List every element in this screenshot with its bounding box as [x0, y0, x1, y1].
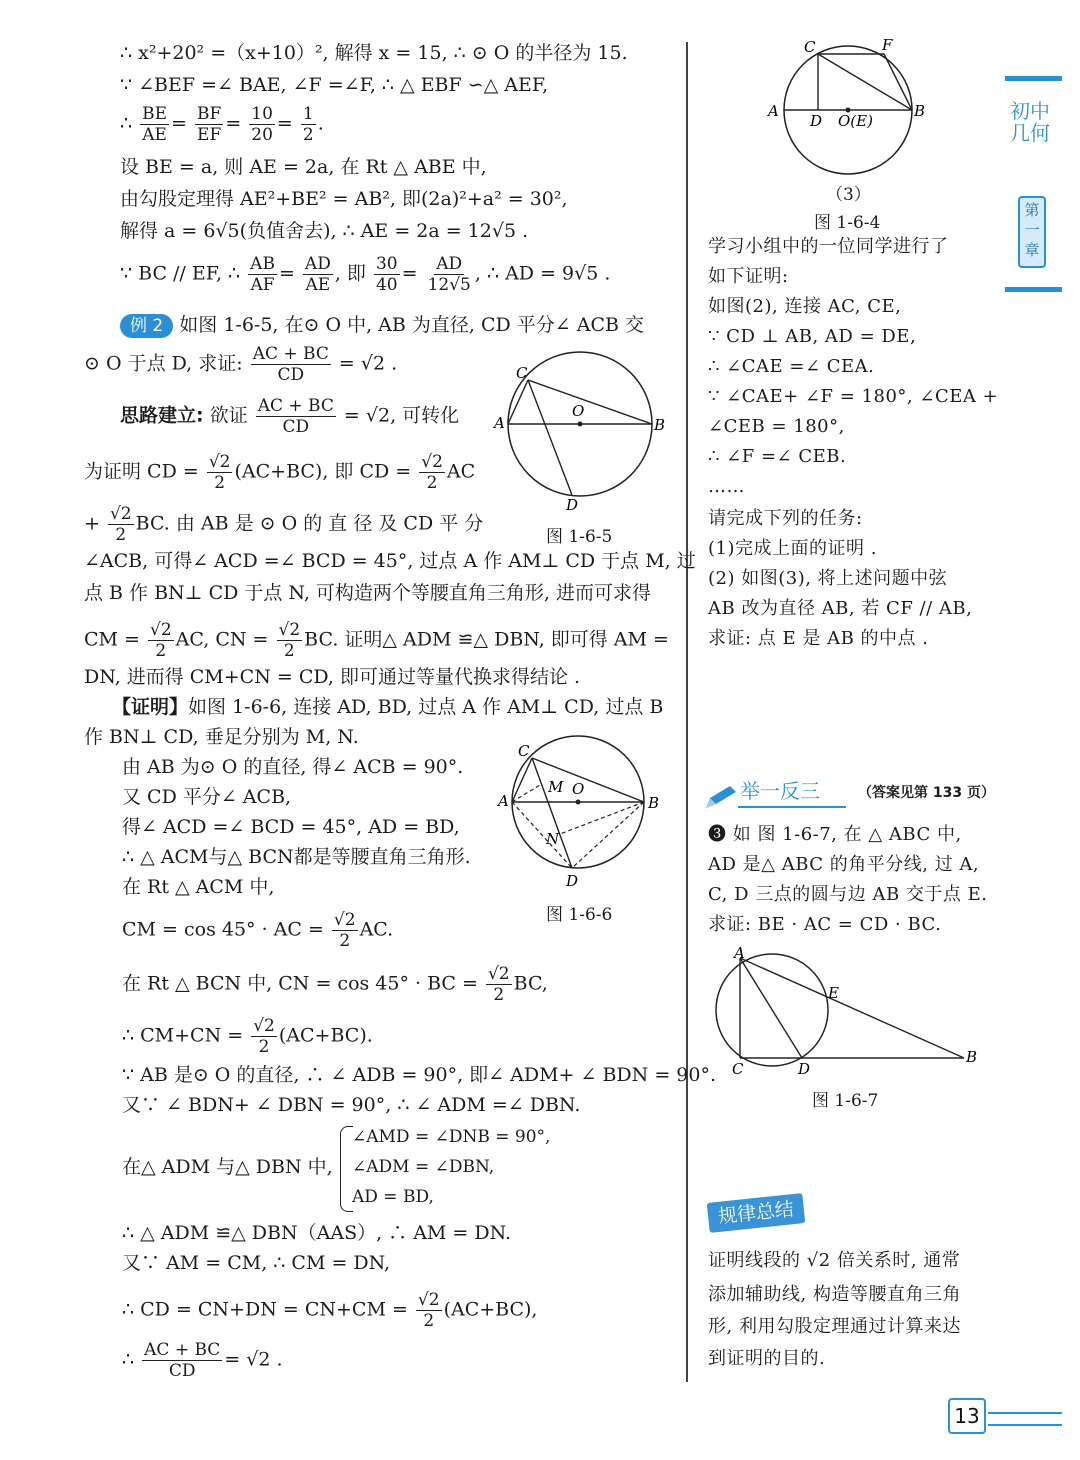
- text-line: 由勾股定理得 AE²+BE² = AB², 即(2a)²+a² = 30²,: [120, 188, 568, 210]
- section-heading: 举一反三: [740, 779, 820, 803]
- heading-underline: [738, 806, 846, 808]
- text-line: ❸ 如 图 1-6-7, 在 △ ABC 中,: [708, 824, 962, 845]
- summary-tag: 规律总结: [707, 1193, 806, 1233]
- text-line: 形, 利用勾股定理通过计算来达: [708, 1316, 961, 1337]
- text-line: 得∠ ACD =∠ BCD = 45°, AD = BD,: [122, 816, 460, 838]
- text-line: DN, 进而得 CM+CN = CD, 即可通过等量代换求得结论 .: [84, 666, 581, 688]
- text-line: 又 CD 平分∠ ACB,: [122, 786, 292, 808]
- figure-1-6-4: [760, 36, 940, 180]
- label-o: O: [572, 780, 585, 798]
- text-line: ∴ ∠F =∠ CEB.: [708, 446, 847, 467]
- label-d: D: [566, 496, 579, 514]
- figure-caption: 图 1-6-4: [814, 213, 881, 233]
- figure-1-6-7: [710, 946, 990, 1076]
- proof-line: 【证明】如图 1-6-6, 连接 AD, BD, 过点 A 作 AM⊥ CD, 过点 B: [112, 696, 664, 718]
- text-line: 添加辅助线, 构造等腰直角三角: [708, 1284, 961, 1305]
- text-line: 求证: 点 E 是 AB 的中点 .: [708, 628, 929, 649]
- label-a: A: [494, 414, 505, 432]
- label-b: B: [914, 102, 926, 120]
- text-line: 学习小组中的一位同学进行了: [708, 236, 949, 257]
- figure-1-6-5: [490, 350, 670, 520]
- label-b: B: [654, 416, 666, 434]
- label-e: E: [828, 984, 839, 1002]
- label-d: D: [810, 112, 823, 130]
- system-line: ∠AMD = ∠DNB = 90°,: [352, 1127, 551, 1147]
- formula-line: 为证明 CD = $\frac{√2}{2}$ (AC+BC), 即 CD = $\frac{√2}{2}$ AC: [84, 452, 476, 493]
- formula-line: ⊙ O 于点 D, 求证: $\frac{AC + BC}{CD}$ = √2 .: [84, 344, 398, 385]
- text-line: 在 Rt △ ACM 中,: [122, 876, 275, 898]
- formula-line: ∴ CM+CN = $\frac{√2}{2}$ (AC+BC).: [122, 1016, 373, 1057]
- text-line: ∵ ∠BEF =∠ BAE, ∠F =∠F, ∴ △ EBF ∽△ AEF,: [120, 74, 549, 96]
- formula-line: ∴ $\frac{BE}{AE}$ = $\frac{BF}{EF}$ = $\frac{10}{20}$ = $\frac{1}{2}$ .: [120, 104, 324, 145]
- figure-1-6-6: [494, 730, 674, 890]
- pencil-icon: [704, 784, 738, 810]
- text-line: ∴ △ ADM ≌△ DBN（AAS）, ∴ AM = DN.: [122, 1222, 512, 1244]
- text-line: 如图(2), 连接 AC, CE,: [708, 296, 902, 317]
- text-line: 请完成下列的任务:: [708, 508, 863, 529]
- label-c: C: [804, 38, 816, 56]
- formula-line: 在 Rt △ BCN 中, CN = cos 45° · BC = $\frac{√2}{2}$ BC,: [122, 964, 548, 1005]
- seg-ad: [740, 958, 802, 1058]
- chord-cd: [528, 380, 572, 495]
- label-d: D: [798, 1060, 811, 1078]
- text-line: 设 BE = a, 则 AE = 2a, 在 Rt △ ABE 中,: [120, 156, 487, 178]
- chapter-badge: 第一章: [1018, 196, 1046, 268]
- label-d: D: [566, 872, 579, 890]
- example-badge: 例 2: [120, 314, 173, 338]
- label-c: C: [518, 742, 530, 760]
- subfigure-label: （3）: [826, 185, 871, 205]
- text-line: AD 是△ ABC 的角平分线, 过 A,: [708, 854, 980, 875]
- page-number-rule: [988, 1412, 1062, 1426]
- text-line: (2) 如图(3), 将上述问题中弦: [708, 568, 948, 589]
- label-a: A: [734, 944, 745, 962]
- formula-line: ∴ $\frac{AC + BC}{CD}$ = √2 .: [122, 1340, 283, 1381]
- text-line: 又∵ ∠ BDN+ ∠ DBN = 90°, ∴ ∠ ADM =∠ DBN.: [122, 1094, 581, 1116]
- seg-bn: [560, 802, 644, 834]
- example-2-line: 例 2 如图 1-6-5, 在⊙ O 中, AB 为直径, CD 平分∠ ACB 交: [120, 310, 644, 340]
- label-f: F: [882, 36, 893, 54]
- label-oe: O(E): [838, 112, 873, 130]
- text-line: 在△ ADM 与△ DBN 中,: [122, 1156, 333, 1178]
- figure-caption: 图 1-6-5: [546, 527, 613, 547]
- label-c: C: [732, 1060, 744, 1078]
- text-line: ∵ AB 是⊙ O 的直径, ∴ ∠ ADB = 90°, 即∠ ADM+ ∠ BDN = 90°.: [122, 1064, 717, 1086]
- text-line: 又∵ AM = CM, ∴ CM = DN,: [122, 1252, 391, 1274]
- label-b: B: [648, 794, 660, 812]
- text-line: 如下证明:: [708, 266, 789, 287]
- chord-cd: [532, 758, 572, 868]
- label-n: N: [546, 830, 560, 848]
- text-line: AB 改为直径 AB, 若 CF // AB,: [708, 598, 973, 619]
- text-line: ……: [708, 476, 745, 497]
- text-line: ∴ x²+20² =（x+10）², 解得 x = 15, ∴ ⊙ O 的半径为 15.: [120, 42, 628, 64]
- text-line: (1)完成上面的证明 .: [708, 538, 877, 559]
- page-number: 13: [948, 1398, 986, 1434]
- text-line: ∴ ∠CAE =∠ CEA.: [708, 356, 875, 377]
- label-o: O: [572, 402, 585, 420]
- system-line: ∠ADM = ∠DBN,: [352, 1157, 495, 1177]
- formula-line: CM = cos 45° · AC = $\frac{√2}{2}$ AC.: [122, 910, 394, 951]
- text-line: 由 AB 为⊙ O 的直径, 得∠ ACB = 90°.: [122, 756, 464, 778]
- system-line: AD = BD,: [352, 1187, 434, 1207]
- text-line: 证明线段的 √2 倍关系时, 通常: [708, 1250, 961, 1271]
- figure-caption: 图 1-6-7: [812, 1091, 879, 1111]
- label-m: M: [548, 778, 564, 796]
- chord-cb: [528, 380, 652, 424]
- seg-ab: [740, 958, 964, 1058]
- center-point: [576, 800, 581, 805]
- text-line: 到证明的目的.: [708, 1348, 826, 1369]
- formula-line: CM = $\frac{√2}{2}$ AC, CN = $\frac{√2}{2}$ BC. 证明△ ADM ≌△ DBN, 即可得 AM =: [84, 620, 669, 661]
- text-line: 点 B 作 BN⊥ CD 于点 N, 可构造两个等腰直角三角形, 进而可求得: [84, 582, 651, 604]
- label-b: B: [966, 1048, 978, 1066]
- seg-bd: [572, 802, 644, 868]
- column-divider: [686, 42, 688, 1382]
- label-a: A: [768, 102, 779, 120]
- answer-note: （答案见第 133 页）: [858, 785, 995, 801]
- text-line: 求证: BE · AC = CD · BC.: [708, 914, 942, 935]
- center-point: [578, 422, 583, 427]
- text-line: 作 BN⊥ CD, 垂足分别为 M, N.: [84, 726, 359, 748]
- idea-line: 思路建立: 欲证 $\frac{AC + BC}{CD}$ = √2, 可转化: [120, 396, 460, 437]
- formula-line: + $\frac{√2}{2}$ BC. 由 AB 是 ⊙ O 的 直 径 及 CD 平 分: [84, 504, 484, 545]
- text-line: ∠ACB, 可得∠ ACD =∠ BCD = 45°, 过点 A 作 AM⊥ CD 于点 M, 过: [84, 550, 696, 572]
- text-line: 解得 a = 6√5(负值舍去), ∴ AE = 2a = 12√5 .: [120, 220, 529, 242]
- side-tab-label: 初中几何: [1010, 99, 1050, 145]
- figure-caption: 图 1-6-6: [546, 905, 613, 925]
- text-line: C, D 三点的圆与边 AB 交于点 E.: [708, 884, 988, 905]
- label-a: A: [498, 792, 509, 810]
- text-line: ∴ △ ACM与△ BCN都是等腰直角三角形.: [122, 846, 471, 868]
- text-line: ∠CEB = 180°,: [708, 416, 845, 437]
- label-c: C: [516, 364, 528, 382]
- text-line: ∵ ∠CAE+ ∠F = 180°, ∠CEA +: [708, 386, 999, 407]
- formula-line: ∴ CD = CN+DN = CN+CM = $\frac{√2}{2}$ (AC+BC),: [122, 1290, 538, 1331]
- formula-line: ∵ BC // EF, ∴ $\frac{AB}{AF}$ = $\frac{AD}{AE}$ , 即 $\frac{30}{40}$ = $\frac{AD}{12√5}$ , ∴ AD = 9√5 .: [120, 254, 611, 295]
- text-line: ∵ CD ⊥ AB, AD = DE,: [708, 326, 917, 347]
